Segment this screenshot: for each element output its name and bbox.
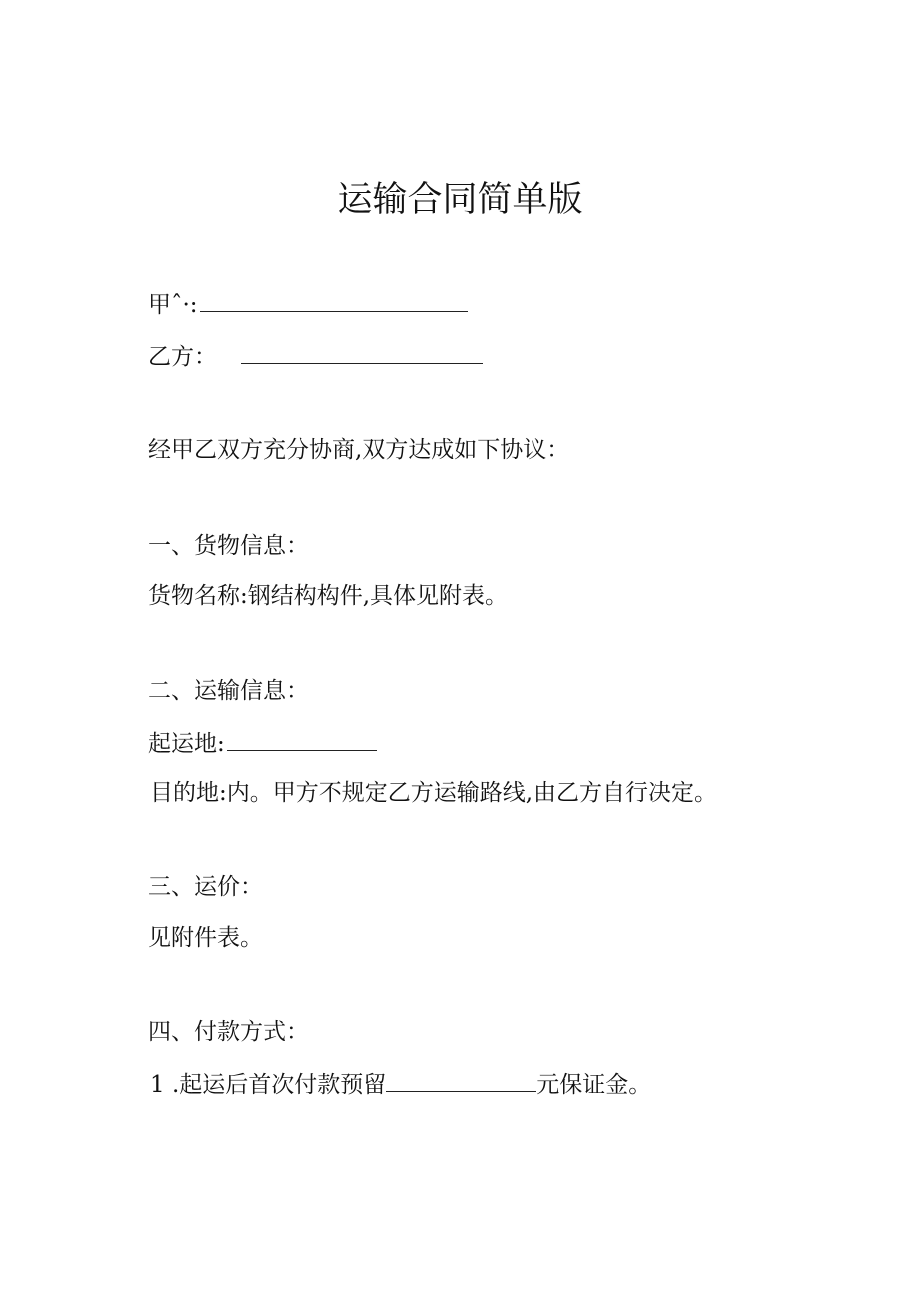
item1-prefix: 1 .起运后首次付款预留 bbox=[150, 1072, 387, 1098]
party-a-blank bbox=[200, 287, 468, 312]
section1-goods: 货物名称:钢结构构件,具体见附表。 bbox=[148, 583, 509, 609]
origin-blank bbox=[227, 726, 377, 751]
origin-label: 起运地: bbox=[148, 731, 225, 757]
party-b-line bbox=[148, 339, 483, 373]
section2-heading: 二、运输信息： bbox=[148, 678, 309, 704]
party-b-label: 乙方： bbox=[148, 344, 217, 370]
document-title: 运输合同简单版 bbox=[337, 180, 583, 220]
section1-heading: 一、货物信息： bbox=[148, 533, 309, 559]
item1-suffix: 元保证金。 bbox=[536, 1072, 652, 1098]
section2-destination: 目的地:内。甲方不规定乙方运输路线,由乙方自行决定。 bbox=[150, 780, 718, 806]
section4-item1 bbox=[150, 1067, 651, 1101]
section2-origin-line bbox=[148, 726, 377, 760]
section3-body: 见附件表。 bbox=[148, 925, 263, 951]
party-a-label: 甲ˆ·: bbox=[148, 292, 198, 318]
section3-heading: 三、运价： bbox=[148, 874, 263, 900]
party-a-line bbox=[148, 287, 468, 321]
section4-heading: 四、付款方式： bbox=[148, 1019, 309, 1045]
deposit-amount-blank bbox=[386, 1067, 536, 1092]
intro-paragraph: 经甲乙双方充分协商,双方达成如下协议： bbox=[148, 437, 570, 463]
party-b-blank bbox=[241, 339, 483, 364]
